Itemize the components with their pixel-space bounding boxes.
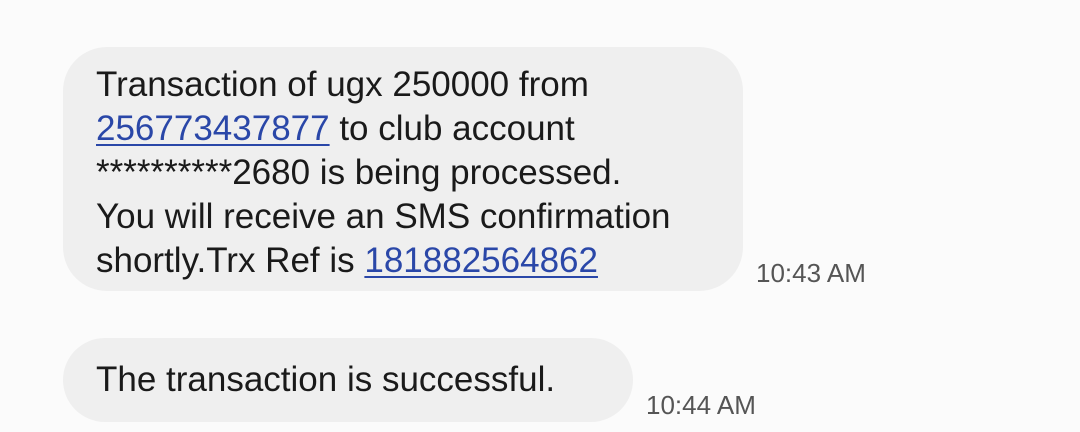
message-text-line	[96, 239, 713, 283]
message-text-line: **********2680 is being processed.	[96, 153, 622, 192]
message-text-segment: shortly.Trx Ref is	[96, 241, 365, 280]
message-bubble[interactable]	[63, 338, 633, 422]
message-text-line: Transaction of ugx 250000 from	[96, 65, 589, 104]
message-text-line	[96, 107, 713, 151]
message-text-segment: to club account	[329, 109, 575, 148]
reference-number-link[interactable]: 181882564862	[364, 241, 598, 280]
message-text-line: The transaction is successful.	[96, 360, 556, 399]
message-bubble[interactable]	[63, 47, 743, 291]
message-timestamp: 10:44 AM	[646, 390, 756, 420]
message-text-line: You will receive an SMS confirmation	[96, 197, 671, 236]
phone-number-link[interactable]: 256773437877	[96, 109, 330, 148]
message-timestamp: 10:43 AM	[756, 258, 866, 288]
